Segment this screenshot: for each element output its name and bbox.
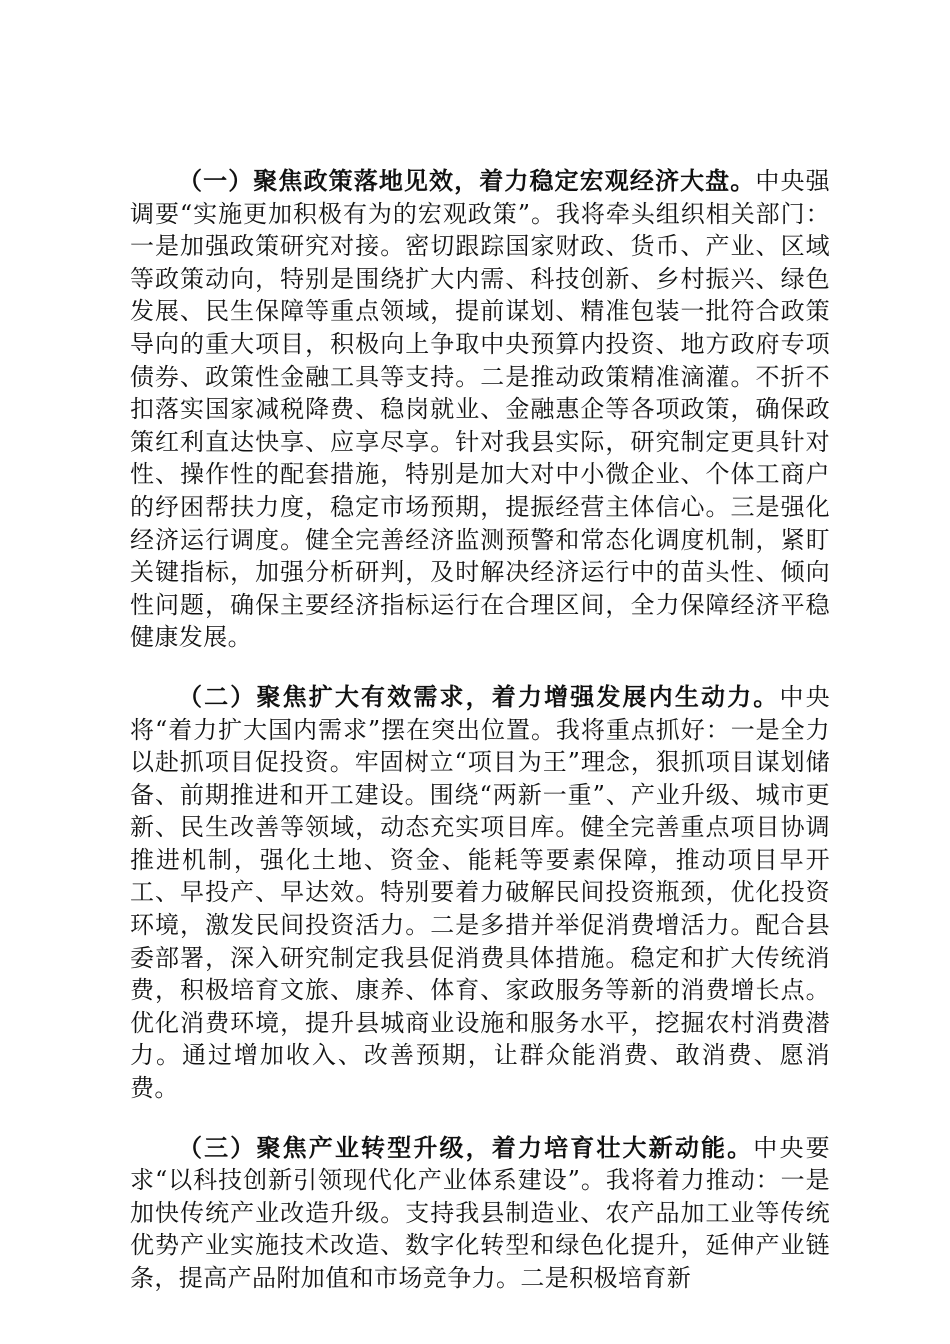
section-2-paragraph [130, 681, 830, 1105]
document-page [130, 165, 830, 1322]
section-3-heading: （三）聚焦产业转型升级，着力培育壮大新动能。 [178, 1133, 754, 1162]
section-2-heading: （二）聚焦扩大有效需求，着力增强发展内生动力。 [178, 682, 780, 711]
section-3-paragraph [130, 1132, 830, 1295]
section-1-body: 中央强调要“实施更加积极有为的宏观政策”。我将牵头组织相关部门：一是加强政策研究对接。密切跟踪国家财政、货币、产业、区域等政策动向，特别是围绕扩大内需、科技创新、乡村振兴、绿色发展、民生保障等重点领域，提前谋划、精准包装一批符合政策导向的重大项目，积极向上争取中央预算内投资、地方政府专项债券、政策性金融工具等支持。二是推动政策精准滴灌。不折不扣落实国家减税降费、稳岗就业、金融惠企等各项政策，确保政策红利直达快享、应享尽享。针对我县实际，研究制定更具针对性、操作性的配套措施，特别是加大对中小微企业、个体工商户的纾困帮扶力度，稳定市场预期，提振经营主体信心。三是强化经济运行调度。健全完善经济监测预警和常态化调度机制，紧盯关键指标，加强分析研判，及时解决经济运行中的苗头性、倾向性问题，确保主要经济指标运行在合理区间，全力保障经济平稳健康发展。 [130, 167, 830, 652]
section-3-body: 中央要求“以科技创新引领现代化产业体系建设”。我将着力推动：一是加快传统产业改造升级。支持我县制造业、农产品加工业等传统优势产业实施技术改造、数字化转型和绿色化提升，延伸产业链条，提高产品附加值和市场竞争力。二是积极培育新 [130, 1133, 830, 1292]
section-2-body: 中央将“着力扩大国内需求”摆在突出位置。我将重点抓好：一是全力以赴抓项目促投资。牢固树立“项目为王”理念，狠抓项目谋划储备、前期推进和开工建设。围绕“两新一重”、产业升级、城市更新、民生改善等领域，动态充实项目库。健全完善重点项目协调推进机制，强化土地、资金、能耗等要素保障，推动项目早开工、早投产、早达效。特别要着力破解民间投资瓶颈，优化投资环境，激发民间投资活力。二是多措并举促消费增活力。配合县委部署，深入研究制定我县促消费具体措施。稳定和扩大传统消费，积极培育文旅、康养、体育、家政服务等新的消费增长点。优化消费环境，提升县城商业设施和服务水平，挖掘农村消费潜力。通过增加收入、改善预期，让群众能消费、敢消费、愿消费。 [130, 682, 830, 1103]
section-1-paragraph [130, 165, 830, 654]
section-1-heading: （一）聚焦政策落地见效，着力稳定宏观经济大盘。 [178, 167, 756, 195]
